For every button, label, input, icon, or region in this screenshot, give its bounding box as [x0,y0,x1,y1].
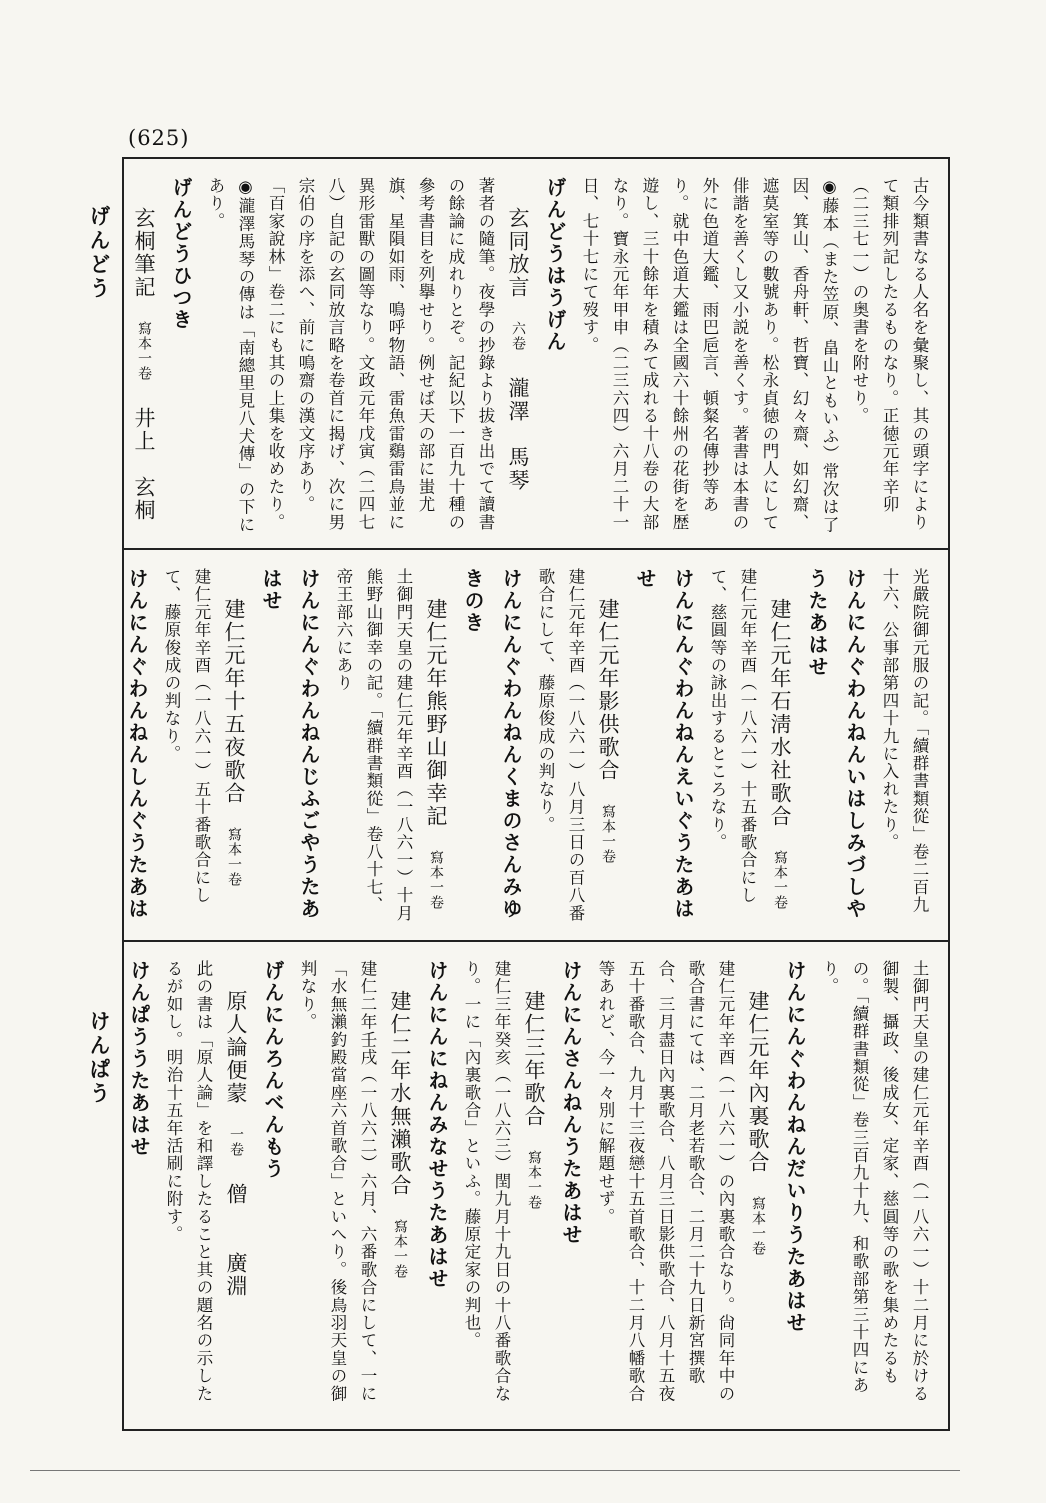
entry-headword: けんにんぐわんねんえいぐうたあはせ [633,568,695,920]
entry-text: 建仁二年壬戌（一八六二）六月、六番歌合にして、一に「水無瀨釣殿當座六首歌合」といへり。後鳥羽天皇の御判なり。 [298,960,377,1403]
entry-volume: 寫本一卷 [226,827,242,887]
entry-headword: げんどうひつき [169,177,193,331]
entry-volume: 寫本一卷 [600,804,616,864]
bottom-rule [30,1470,960,1471]
entry-title-line [500,177,536,535]
entry-author: 井上 玄桐 [132,407,156,522]
entry-title-line [382,960,418,1417]
text-band-top [124,159,948,547]
entry-volume: 六卷 [510,321,526,351]
entry-title: 建仁三年歌合 [522,990,546,1128]
text-band-bottom [124,942,948,1429]
entry-text: 建仁元年辛酉（一八六一）八月三日の百八番歌合にして、藤原俊成の判なり。 [536,568,585,922]
entry-text: 光嚴院御元服の記。「續群書類從」卷二百九十六、公事部第四十九に入れたり。 [880,568,929,914]
entry-headword: けんにんぐわんねんしんぐうたあは [125,568,149,920]
entry-title-line [762,568,798,927]
entry-headword: けんにんにねんみなせうたあはせ [425,960,449,1290]
entry-title: 建仁二年水無瀨歌合 [388,990,412,1197]
entry-title: 建仁元年內裏歌合 [746,990,770,1174]
entry-text: 著者の隨筆。夜學の抄錄より拔き出でて讀書の餘論に成れりとぞ。記紀以下一百九十種の參考書目を列擧せり。例せば天の部に蚩尤旗、星隕如雨、鳴呼物語、雷魚雷鷄雷鳥並に異形雷獸の圖等なり。文政元年戊寅（二四七八）自記の玄同放言略を卷首に揭げ、次に男宗伯の序を添へ、前に鳴齋の漢文序あり。「百家說林」卷二にも其の上集を收めたり。 [266,177,495,531]
page-number: (625) [128,126,190,150]
entry-author: 瀧澤 馬琴 [506,377,530,492]
entry-text: 建仁元年辛酉（一八六一）五十番歌合にして、藤原俊成の判なり。 [162,568,211,905]
entry-volume: 寫本一卷 [750,1196,766,1256]
entry-text: 古今類書なる人名を彙聚し、其の頭字によりて類排列記したるものなり。正徳元年辛卯（二三七一）の奥書を附せり。 [850,177,929,531]
entry-text [124,177,126,535]
entry-headword: けんにんぐわんねんだいりうたあはせ [783,960,807,1334]
entry-title-line [590,568,626,927]
side-headword-top: げんどう [87,205,112,301]
entry-title: 建仁元年十五夜歌合 [222,598,246,805]
entry-volume: 寫本一卷 [392,1219,408,1279]
entry-volume: 寫本一卷 [772,850,788,910]
entry-volume: 寫本一卷 [526,1150,542,1210]
entry-title: 建仁元年熊野山御幸記 [424,598,448,828]
entry-title: 玄同放言 [506,207,530,299]
entry-headword: げんどうはうげん [543,177,567,353]
entry-headword: けんにんぐわんねんじふごやうたあはせ [259,568,321,920]
entry-text: 此の書は「原人論」を和譯したること其の題名の示したるが如し。明治十五年活刷に附す。 [164,960,213,1403]
entry-text: ◉藤本（また笠原、畠山ともいふ）常次は了因、箕山、香舟軒、哲寶、幻々齋、如幻齋、遮莫室等の數號あり。松永貞徳の門人にして俳諧を善くし又小説を善くす。著書は本書の外に色道大鑑、雨巴巵言、頓粲名傳抄等あり。就中色道大鑑は全國六十餘州の花街を歴遊し、三十餘年を積みて成れる十八卷の大部なり。寶永元年甲申（二三六四）六月二十一日、七十七にて歿す。 [580,177,839,534]
entry-title-line [418,568,454,927]
entry-title-line [218,960,254,1417]
entry-text: 建仁三年癸亥（一八六三）閏九月十九日の十八番歌合なり。一に「內裏歌合」といふ。藤原定家の判也。 [462,960,511,1403]
entry-text: 土御門天皇の建仁元年辛酉（一八六一）十二月に於ける御製、攝政、後成女、定家、慈圓等の歌を集めたるもの。「續群書類從」卷三百九十九、和歌部第三十四にあり。 [820,960,929,1403]
entry-text: 土御門天皇の建仁元年辛酉（一八六一）十月熊野山御幸の記。「續群書類從」卷八十七、帝王部六にあり [334,568,413,922]
entry-text: 建仁元年辛酉（一八六一）十五番歌合にして、慈圓等の詠出するところなり。 [708,568,757,905]
entry-title: 原人論便蒙 [224,990,248,1105]
entry-headword: けんにんぐわんねんいはしみづしやうたあはせ [805,568,867,920]
entry-title: 玄桐筆記 [132,207,156,299]
entry-headword: けんにんぐわんねんくまのさんみゆきのき [461,568,523,920]
entry-title-line [126,177,162,535]
entry-title-line [740,960,776,1417]
entry-text: 建仁元年辛酉（一八六一）の內裏歌合なり。尙同年中の歌合書にては、二月老若歌合、二月二十九日新宮撰歌合、三月盡日內裏歌合、八月三日影供歌合、八月十五夜五十番歌合、九月十三夜戀十五首歌合、十二月八幡歌合等あれど、今一々別に解題せず。 [596,960,735,1403]
entry-title: 建仁元年影供歌合 [596,598,620,782]
entry-author: 僧 廣淵 [224,1183,248,1298]
entry-headword: けんぱううたあはせ [127,960,151,1158]
entry-title-line [216,568,252,927]
entry-volume: 一卷 [228,1127,244,1157]
entry-headword: けんにんさんねんうたあはせ [559,960,583,1246]
entry-title-line [516,960,552,1417]
entry-volume: 寫本一卷 [428,850,444,910]
entry-title: 建仁元年石淸水社歌合 [768,598,792,828]
entry-text: ◉瀧澤馬琴の傳は「南總里見八犬傳」の下にあり。 [206,177,255,534]
entry-headword: げんにんろんべんもう [261,960,285,1180]
side-headword-bottom: けんぱう [87,1010,112,1106]
text-band-middle [124,550,948,939]
entry-volume: 寫本一卷 [136,321,152,381]
